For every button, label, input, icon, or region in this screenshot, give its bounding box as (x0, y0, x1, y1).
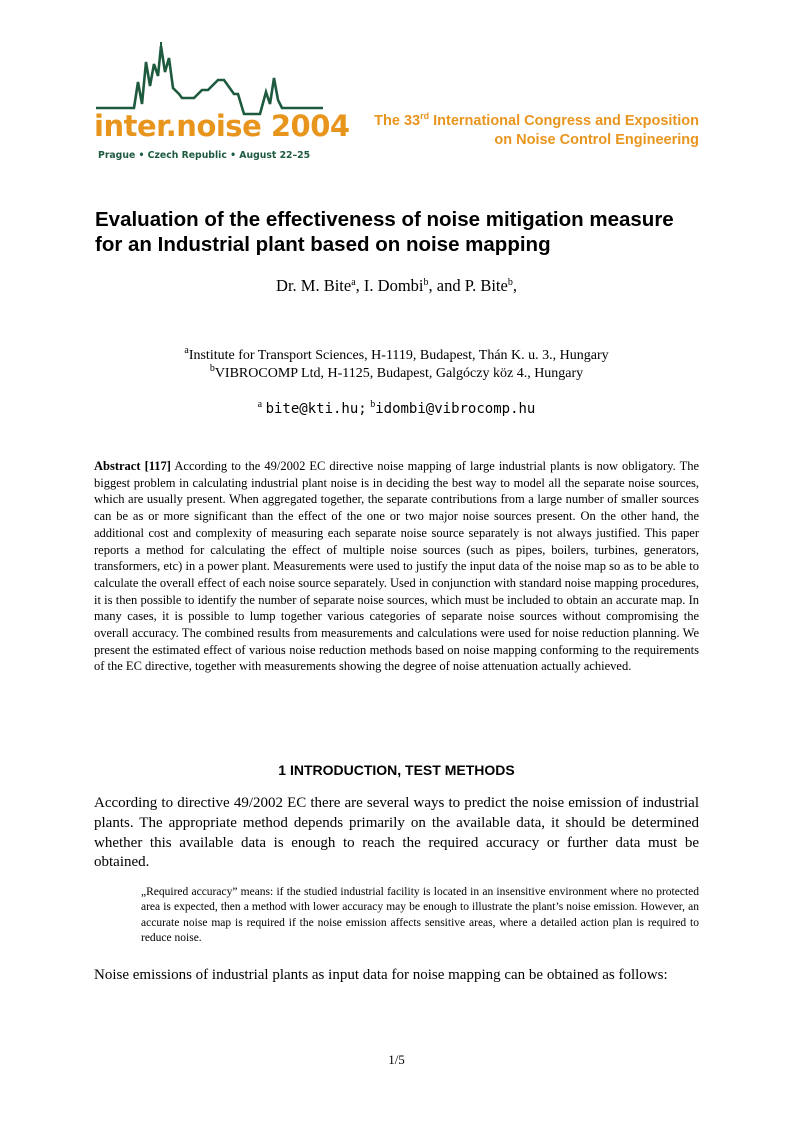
affiliation-text: VIBROCOMP Ltd, H-1125, Budapest, Galgóczy köz 4., Hungary (214, 366, 584, 381)
abstract-label: Abstract [117] (94, 459, 171, 473)
section-heading: 1 INTRODUCTION, TEST METHODS (278, 762, 515, 778)
body-paragraph: According to directive 49/2002 EC there are several ways to predict the noise emission of industrial plants. The appropriate method depends primarily on the available data, it should be determined whether this available data is enough to reach the required accuracy or further data must be obtained. (94, 795, 699, 871)
author-name: P. Bite (464, 276, 508, 295)
email-link-a[interactable]: bite@kti.hu; (265, 401, 367, 417)
indented-note: „Required accuracy” means: if the studied industrial facility is located in an insensitive environment where no protected area is expected, then a method with lower accuracy may be enough to illustrate the plant’s noise emission. However, an accurate noise map is required if the noise emission affects sensitive areas, where a detailed action plan is required to reduce noise. (141, 886, 699, 945)
author-emails (0, 401, 793, 418)
abstract-text: According to the 49/2002 EC directive noise mapping of large industrial plants is now obligatory. The biggest problem in calculating industrial plant noise is in deciding the best way to model all the separate noise sources, which are usually present. When aggregated together, the separate contributions from a large number of smaller sources can be as or more significant than the effect of the one or two major noise sources present. On the other hand, the additional cost and complexity of measuring each separate noise source separately is not always justified. This paper reports a method for calculating the effect of multiple noise sources (such as pipes, boilers, turbines, generators, transformers, etc) in a power plant. Measurements were used to justify the input data of the noise map so as to be able to calculate the overall effect of each noise source separately. Used in conjunction with standard noise mapping procedures, it is then possible to identify the number of separate noise sources, which must be included to obtain an accurate map. In many cases, it is possible to lump together various categories of separate noise sources without compromising the overall accuracy. The combined results from measurements and calculations were used for noise reduction planning. We present the estimated effect of various noise reduction methods based on noise mapping conforming to the requirements of the EC directive, together with measurements showing the degree of noise attenuation actually achieved. (94, 459, 700, 674)
email-mark: b (370, 399, 376, 410)
author-separator: , and (428, 276, 465, 295)
page-number: 1/5 (388, 1052, 405, 1067)
logo-wordmark: inter.noise 2004 (94, 109, 350, 143)
email-link-b[interactable]: idombi@vibrocomp.hu (375, 401, 536, 417)
congress-header (374, 112, 699, 150)
email-mark: a (257, 399, 263, 410)
affiliation-b (0, 365, 793, 383)
affiliation-a (0, 347, 793, 365)
affiliation-mark: b (209, 363, 215, 374)
conference-logo-skyline (94, 42, 324, 167)
affiliation-text: Institute for Transport Sciences, H-1119, Budapest, Thán K. u. 3., Hungary (188, 348, 609, 363)
author-separator: , (512, 276, 517, 295)
author-affiliation-mark: b (507, 277, 513, 288)
affiliation-mark: a (184, 345, 189, 356)
paper-title: Evaluation of the effectiveness of noise mitigation measure for an Industrial plant based on noise mapping (95, 208, 674, 256)
logo-skyline-line (96, 46, 323, 114)
author-name: I. Dombi (363, 276, 424, 295)
author-separator: , (355, 276, 364, 295)
congress-ordinal: rd (420, 111, 430, 121)
congress-number: The 33 (374, 113, 421, 129)
logo-subtitle: Prague • Czech Republic • August 22–25 (98, 150, 311, 161)
author-affiliation-mark: a (351, 277, 356, 288)
congress-line-2: on Noise Control Engineering (494, 132, 699, 148)
author-name: Dr. M. Bite (276, 276, 352, 295)
body-paragraph: Noise emissions of industrial plants as input data for noise mapping can be obtained as follows: (94, 967, 668, 983)
congress-line-1 (374, 112, 699, 131)
congress-line-1-text: International Congress and Exposition (429, 113, 699, 129)
author-list (0, 276, 793, 296)
abstract (94, 458, 699, 675)
author-affiliation-mark: b (423, 277, 429, 288)
affiliations (0, 347, 793, 383)
